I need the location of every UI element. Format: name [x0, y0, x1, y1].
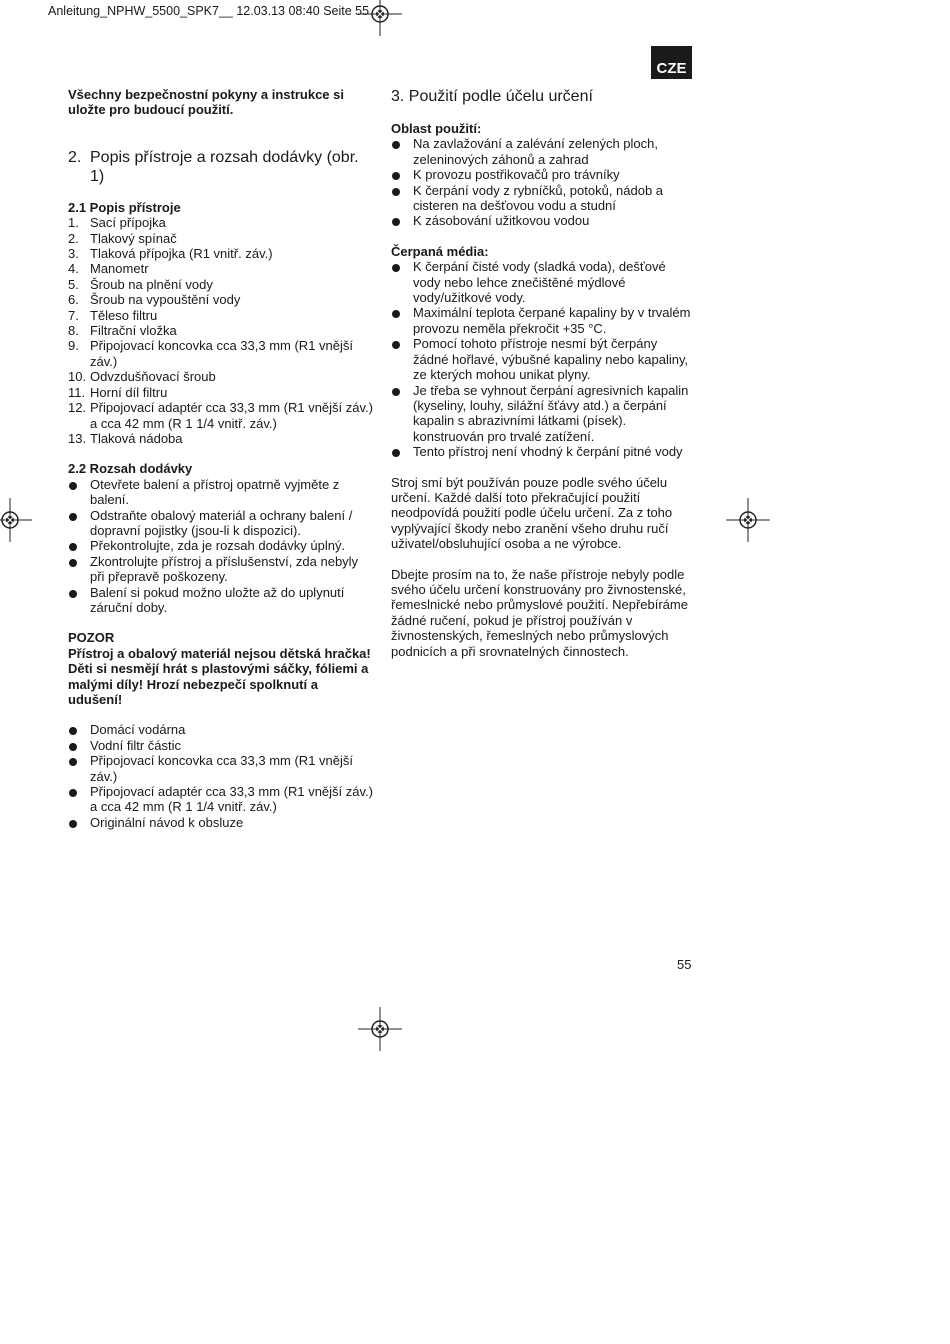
list-item [68, 277, 373, 292]
bullet-icon [391, 444, 413, 459]
list-item [68, 369, 373, 384]
registration-mark-right [726, 498, 770, 542]
item-text: Zkontrolujte přístroj a příslušenství, zda nebyly při přepravě poškozeny. [90, 553, 359, 585]
media-list [391, 259, 696, 459]
intended-use-paragraph: Stroj smí být používán pouze podle svého účelu určení. Každé další toto překračující použití neodpovídá použití podle účelu určení. Za z toho vyplývající škody nebo zranění všeho druhu ručí uživatel/obsluhující osoba a ne výrobce. [391, 474, 673, 552]
language-badge: CZE [651, 46, 692, 79]
bullet-icon [68, 722, 90, 737]
usage-title: Oblast použití: [391, 121, 482, 136]
registration-mark-left [0, 498, 32, 542]
item-text: Tlakový spínač [90, 230, 177, 246]
list-item [391, 259, 696, 305]
list-item [68, 753, 373, 784]
section-2-number: 2. [68, 148, 82, 166]
list-item [68, 246, 373, 261]
usage-list [391, 136, 696, 228]
list-item [68, 261, 373, 276]
section-2-heading [68, 148, 373, 186]
item-text: Manometr [90, 261, 149, 277]
list-item [68, 308, 373, 323]
list-item [68, 538, 373, 553]
item-text: Tlaková přípojka (R1 vnitř. záv.) [90, 246, 273, 262]
item-text: Šroub na vypouštění vody [90, 292, 241, 308]
bullet-icon [391, 167, 413, 182]
bullet-icon [391, 336, 413, 382]
parts-list [68, 215, 373, 446]
bullet-icon [68, 508, 90, 539]
list-item [68, 722, 373, 737]
item-text: Připojovací koncovka cca 33,3 mm (R1 vnější záv.) [90, 753, 353, 784]
list-item [68, 323, 373, 338]
item-text: Odvzdušňovací šroub [90, 369, 216, 385]
bullet-icon [68, 477, 90, 508]
item-text: K čerpání vody z rybníčků, potoků, nádob a cisteren na dešťovou vodu a studní [413, 182, 664, 214]
bullet-icon [391, 136, 413, 167]
item-number: 4. [68, 261, 79, 277]
item-text: Vodní filtr částic [90, 737, 182, 753]
list-item [68, 585, 373, 616]
item-number: 11. [68, 384, 86, 400]
subsection-2-1-title: 2.1 Popis přístroje [68, 199, 181, 215]
list-item [68, 477, 373, 508]
item-number: 3. [68, 246, 79, 262]
item-text: Balení si pokud možno uložte až do uplynutí záruční doby. [90, 584, 345, 615]
list-item [68, 784, 373, 815]
list-item [68, 338, 373, 369]
item-text: Maximální teplota čerpané kapaliny by v trvalém provozu neměla překročit +35 °C. [413, 305, 691, 336]
list-item [391, 305, 696, 336]
bullet-icon [68, 585, 90, 616]
list-item [68, 554, 373, 585]
list-item [391, 167, 696, 182]
registration-mark-bottom [358, 1007, 402, 1051]
right-column [391, 87, 696, 659]
list-item [391, 383, 696, 445]
item-text: Je třeba se vyhnout čerpání agresivních kapalin (kyseliny, louhy, silážní šťávy atd.) a čerpání kapalin s abrazivními látkami (písek). konstruován pro trvalé zatížení. [413, 382, 689, 444]
section-3-title: 3. Použití podle účelu určení [391, 88, 593, 105]
bullet-icon [68, 554, 90, 585]
list-item [68, 400, 373, 431]
item-text: K čerpání čisté vody (sladká voda), dešťové vody nebo lehce znečištěné mýdlové vody/užitkové vody. [413, 259, 666, 306]
item-text: Tlaková nádoba [90, 430, 183, 446]
page-number: 55 [677, 957, 692, 972]
bullet-icon [68, 784, 90, 815]
list-item [391, 136, 696, 167]
bullet-icon [68, 753, 90, 784]
bullet-icon [68, 738, 90, 753]
list-item [68, 231, 373, 246]
item-number: 13. [68, 430, 87, 446]
list-item [68, 292, 373, 307]
bullet-icon [391, 259, 413, 305]
item-text: K zásobování užitkovou vodou [413, 213, 590, 229]
warning-text: Přístroj a obalový materiál nejsou dětská hračka! Děti si nesmějí hrát s plastovými sáčky, fóliemi a malými díly! Hrozí nebezpečí spolknutí a udušení! [68, 645, 371, 707]
item-text: Tento přístroj není vhodný k čerpání pitné vody [413, 444, 683, 460]
item-number: 10. [68, 369, 87, 385]
bullet-icon [391, 305, 413, 336]
page-header-meta: Anleitung_NPHW_5500_SPK7__ 12.03.13 08:40 Seite 55 [48, 4, 370, 18]
item-text: Připojovací adaptér cca 33,3 mm (R1 vnější záv.) a cca 42 mm (R 1 1/4 vnitř. záv.) [90, 400, 373, 431]
list-item [68, 215, 373, 230]
item-number: 2. [68, 230, 79, 246]
item-text: Sací přípojka [90, 215, 166, 231]
left-column [68, 87, 373, 830]
bullet-icon [391, 383, 413, 445]
item-text: Otevřete balení a přístroj opatrně vyjměte z balení. [90, 476, 340, 508]
media-title: Čerpaná média: [391, 243, 489, 259]
item-text: Připojovací adaptér cca 33,3 mm (R1 vnější záv.) a cca 42 mm (R 1 1/4 vnitř. záv.) [90, 784, 373, 815]
item-text: Originální návod k obsluze [90, 814, 244, 830]
delivery-steps-list [68, 477, 373, 616]
item-text: Šroub na plnění vody [90, 276, 213, 292]
item-text: Horní díl filtru [90, 384, 168, 400]
liability-paragraph: Dbejte prosím na to, že naše přístroje nebyly podle svého účelu určení konstruovány pro živnostenské, řemeslnické nebo průmyslové použití. Nepřebíráme žádné ručení, pokud je přístroj používán v živnostenských, řemeslných nebo průmyslových podnicích a při srovnatelných činnostech. [391, 566, 688, 659]
item-text: Domácí vodárna [90, 722, 186, 738]
bullet-icon [68, 538, 90, 553]
item-number: 6. [68, 292, 79, 308]
item-number: 1. [68, 215, 79, 231]
list-item [391, 213, 696, 228]
list-item [391, 183, 696, 214]
item-text: Pomocí tohoto přístroje nesmí být čerpány žádné hořlavé, výbušné kapaliny nebo kapaliny, ze kterých mohou unikat plyny. [413, 336, 689, 383]
list-item [68, 815, 373, 830]
item-number: 7. [68, 307, 79, 323]
item-text: Na zavlažování a zalévání zelených ploch, zeleninových záhonů a zahrad [413, 136, 658, 167]
list-item [68, 738, 373, 753]
bullet-icon [68, 815, 90, 830]
safety-note: Všechny bezpečnostní pokyny a instrukce si uložte pro budoucí použití. [68, 87, 344, 118]
item-number: 8. [68, 323, 79, 339]
package-contents-list [68, 722, 373, 830]
item-number: 12. [68, 400, 87, 416]
item-text: Odstraňte obalový materiál a ochrany balení / dopravní pojistky (jsou-li k dispozici). [90, 507, 353, 538]
bullet-icon [391, 213, 413, 228]
list-item [68, 431, 373, 446]
item-text: Překontrolujte, zda je rozsah dodávky úplný. [90, 538, 346, 554]
list-item [391, 336, 696, 382]
section-2-title: Popis přístroje a rozsah dodávky (obr. 1) [90, 148, 359, 185]
subsection-2-2-title: 2.2 Rozsah dodávky [68, 461, 193, 477]
list-item [68, 508, 373, 539]
registration-mark-top [358, 0, 402, 36]
list-item [68, 385, 373, 400]
item-number: 5. [68, 276, 79, 292]
item-number: 9. [68, 338, 79, 354]
item-text: Připojovací koncovka cca 33,3 mm (R1 vnější záv.) [90, 338, 353, 369]
warning-title: POZOR [68, 630, 115, 646]
item-text: Filtrační vložka [90, 323, 177, 339]
item-text: Těleso filtru [90, 307, 158, 323]
bullet-icon [391, 183, 413, 214]
item-text: K provozu postřikovačů pro trávníky [413, 167, 620, 183]
list-item [391, 444, 696, 459]
